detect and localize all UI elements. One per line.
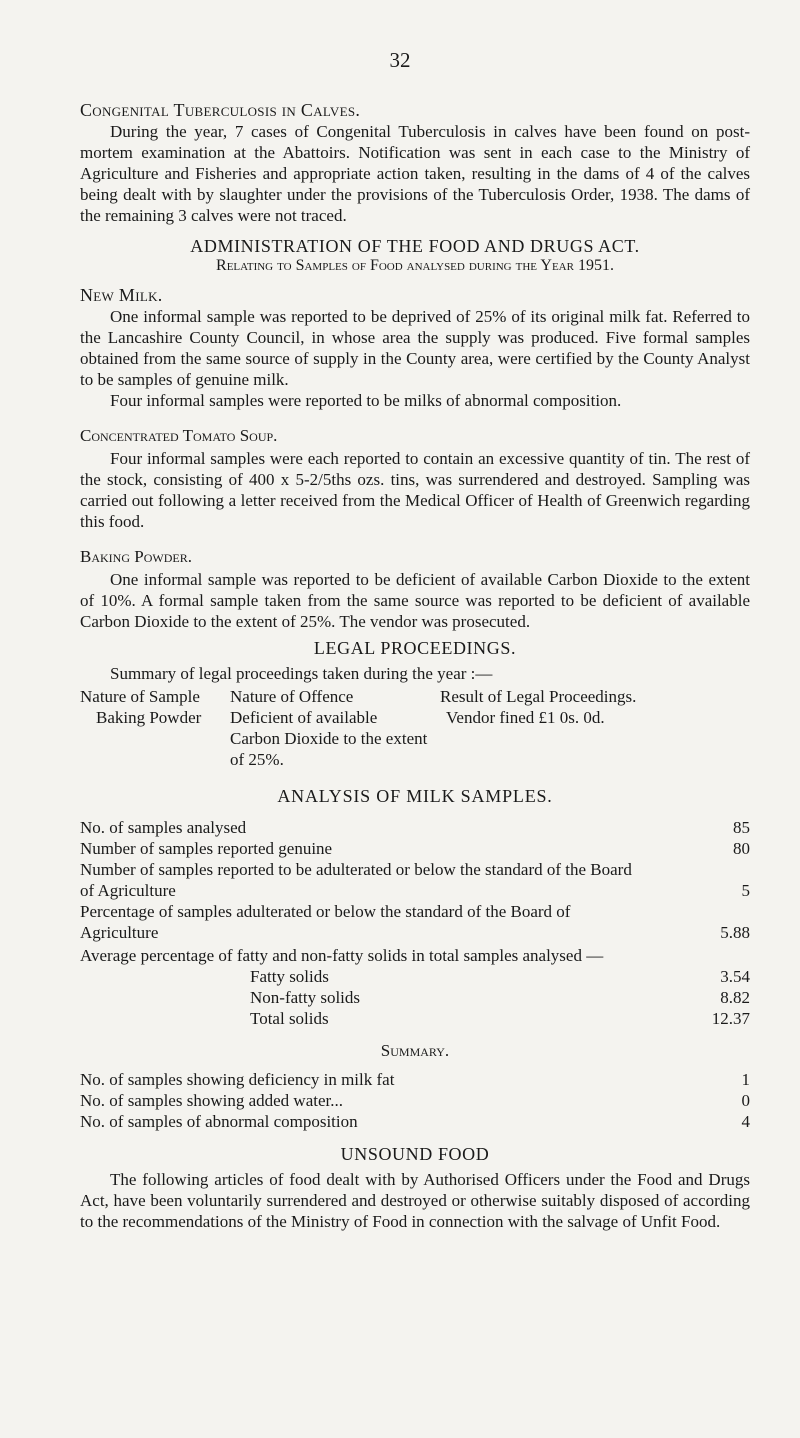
analysis-list [80, 817, 750, 1029]
solids-row [250, 966, 750, 987]
analysis-heading: ANALYSIS OF MILK SAMPLES. [277, 786, 553, 806]
summary-label: No. of samples showing deficiency in milk fat [80, 1070, 395, 1089]
legal-table [80, 686, 750, 770]
solids-value: 3.54 [720, 967, 750, 986]
congenital-text: During the year, 7 cases of Congenital Tuberculosis in calves have been found on post-mortem examination at the Abattoirs. Notification was sent in each case to the Ministry of Agriculture and Fisheries and appropriate action taken, resulting in the dams of 4 of the calves being dealt with by slaughter under the provisions of the Tuberculosis Order, 1938. The dams of the remaining 3 calves were not traced. [80, 122, 750, 225]
legal-result: Vendor fined £1 0s. 0d. [446, 708, 605, 727]
admin-subheading: Relating to Samples of Food analysed during the Year 1951. [216, 257, 614, 274]
solids-value: 8.82 [720, 988, 750, 1007]
unsound-heading: UNSOUND FOOD [340, 1144, 490, 1164]
unsound-text: The following articles of food dealt with by Authorised Officers under the Food and Drugs Act, have been voluntarily surrendered and destroyed or otherwise suitably disposed of according to the recommendations of the Ministry of Food in connection with the salvage of Unfit Food. [80, 1170, 750, 1231]
average-label: Average percentage of fatty and non-fatty solids in total samples analysed — [80, 946, 604, 965]
solids-list [250, 966, 750, 1029]
legal-col-offence: Nature of Offence [230, 687, 354, 706]
summary-label: No. of samples showing added water... [80, 1091, 343, 1110]
legal-intro: Summary of legal proceedings taken during the year :— [110, 664, 493, 683]
summary-value: 4 [741, 1112, 750, 1131]
new-milk-para2: Four informal samples were reported to be milks of abnormal composition. [110, 391, 622, 410]
summary-value: 1 [741, 1070, 750, 1089]
analysis-value: 5.88 [720, 923, 750, 942]
solids-label: Fatty solids [250, 967, 329, 986]
analysis-value: 85 [733, 818, 750, 837]
admin-heading: ADMINISTRATION OF THE FOOD AND DRUGS ACT. [190, 236, 640, 256]
analysis-label: Number of samples reported to be adulterated or below the standard of the Board of Agriculture [80, 860, 632, 900]
solids-label: Non-fatty solids [250, 988, 361, 1007]
solids-row [250, 1008, 750, 1029]
legal-header-row [80, 686, 750, 707]
legal-col-sample: Nature of Sample [80, 687, 200, 706]
summary-value: 0 [741, 1091, 750, 1110]
solids-label: Total solids [250, 1009, 329, 1028]
tomato-heading: Concentrated Tomato Soup. [80, 426, 278, 445]
analysis-value: 80 [733, 839, 750, 858]
legal-sample: Baking Powder [96, 708, 202, 727]
summary-label: No. of samples of abnormal composition [80, 1112, 358, 1131]
new-milk-heading: New Milk. [80, 285, 163, 305]
congenital-heading: Congenital Tuberculosis in Calves. [80, 100, 361, 120]
summary-row [80, 1090, 750, 1111]
analysis-value: 5 [741, 881, 750, 900]
summary-row [80, 1111, 750, 1132]
legal-col-result: Result of Legal Proceedings. [440, 687, 637, 706]
analysis-row [80, 901, 750, 943]
solids-row [250, 987, 750, 1008]
table-row [80, 707, 750, 770]
tomato-text: Four informal samples were each reported to contain an excessive quantity of tin. The rest of the stock, consisting of 400 x 5-2/5ths ozs. tins, was surrendered and destroyed. Sampling was carried out following a letter received from the Medical Officer of Health of Greenwich regarding this food. [80, 449, 750, 531]
analysis-row [80, 817, 750, 838]
baking-text: One informal sample was reported to be deficient of available Carbon Dioxide to the extent of 10%. A formal sample taken from the same source was reported to be deficient of available Carbon Dioxide to the extent of 25%. The vendor was prosecuted. [80, 570, 750, 631]
summary-row [80, 1069, 750, 1090]
legal-offence: Deficient of available Carbon Dioxide to the extent of 25%. [230, 708, 428, 769]
analysis-label: Percentage of samples adulterated or below the standard of the Board of Agriculture [80, 902, 571, 942]
legal-heading: LEGAL PROCEEDINGS. [313, 638, 517, 658]
baking-heading: Baking Powder. [80, 547, 192, 566]
analysis-row [80, 838, 750, 859]
analysis-row [80, 859, 750, 901]
analysis-label: No. of samples analysed [80, 818, 247, 837]
summary-list [80, 1069, 750, 1132]
new-milk-para1: One informal sample was reported to be deprived of 25% of its original milk fat. Referred to the Lancashire County Council, in whose area the supply was produced. Five formal samples obtained from the same source of supply in the County area, were certified by the County Analyst to be samples of genuine milk. [80, 307, 750, 389]
summary-heading: Summary. [380, 1041, 450, 1060]
page-number: 32 [389, 48, 411, 72]
solids-value: 12.37 [711, 1009, 750, 1028]
analysis-label: Number of samples reported genuine [80, 839, 333, 858]
content [80, 100, 750, 1232]
